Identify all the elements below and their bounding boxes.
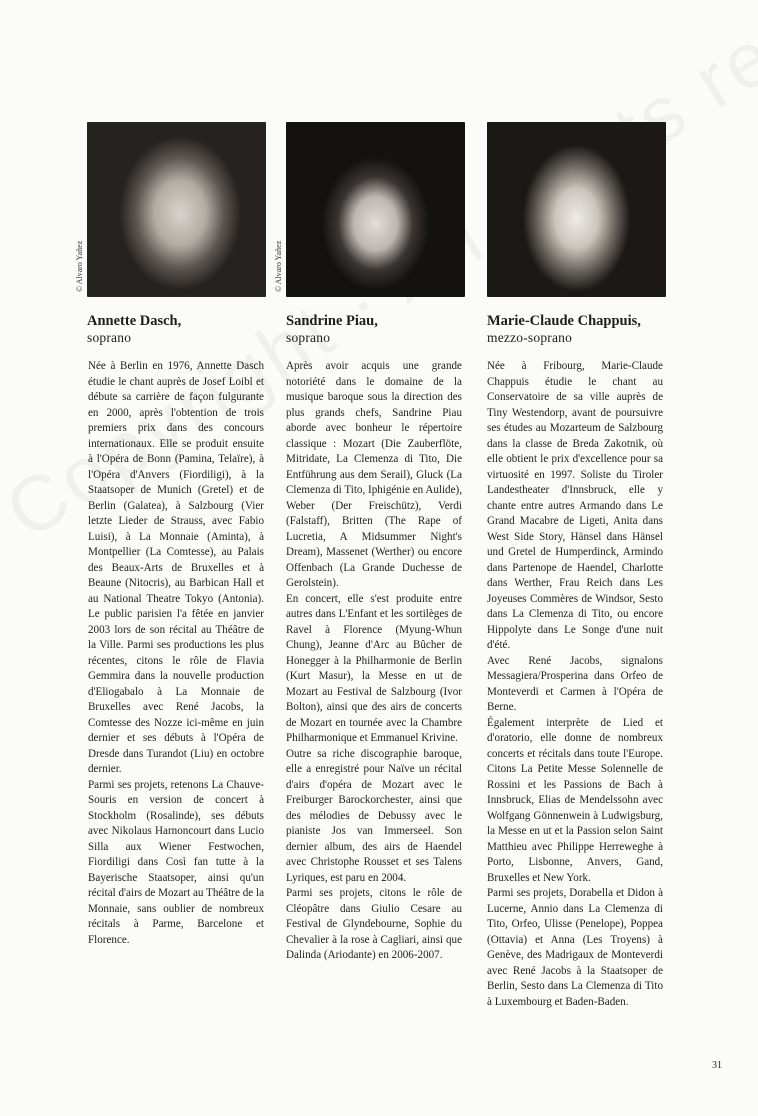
- bio-paragraph: Également interprète de Lied et d'oratorio, elle donne de nombreux concerts et récitals dans toute l'Europe. Citons La Petite Messe Solennelle de Rossini et les Passions de Bach à Innsbruck, Elias de Mendelssohn avec Wolfgang Gönnenwein à Ludwigsburg, la Messe en ut et la Passion selon Saint Matthieu avec Philippe Herreweghe à Porto, Lisbonne, Anvers, Gand, Bruxelles et New York.: [487, 716, 663, 884]
- biography: [88, 359, 264, 948]
- photo-sandrine-piau: [286, 122, 465, 297]
- bio-paragraph: Après avoir acquis une grande notoriété dans le domaine de la musique baroque sous la direction des plus grands chefs, Sandrine Piau aborde avec bonheur le répertoire classique : Mozart (Die Zauberflöte, Mitridate, La Clemenza di Tito, Die Entführung aus dem Serail), Gluck (La Clemenza di Tito, Iphigénie en Aulide), Weber (Der Freischütz), Verdi (Falstaff), Britten (The Rape of Lucretia, A Midsummer Night's Dream), Massenet (Werther) ou encore Offenbach (La Grande Duchesse de Gerolstein).: [286, 360, 462, 589]
- bio-paragraph: En concert, elle s'est produite entre autres dans L'Enfant et les sortilèges de Ravel à Florence (Myung-Whun Chung), Jeanne d'Arc au Bûcher de Honegger à la Philharmonie de Berlin (Kurt Masur), la Messe en ut de Mozart au Festival de Salzbourg (Ivor Bolton), ainsi que des airs de concerts de Mozart en tournée avec la Chambre Philharmonique et Emmanuel Krivine.: [286, 592, 462, 744]
- bio-paragraph: Née à Fribourg, Marie-Claude Chappuis étudie le chant au Conservatoire de sa ville auprès de Tiny Westendorp, avant de poursuivre ses études au Mozarteum de Salzbourg dans la classe de Breda Zakotnik, où elle obtient le prix d'excellence pour sa virtuosité en 1997. Soliste du Tiroler Landestheater d'Innsbruck, elle y chante entre autres Armando dans Le Grand Macabre de Ligeti, Anita dans West Side Story, Hänsel dans Hänsel und Gretel de Humperdinck, Armindo dans Partenope de Haendel, Charlotte dans Werther, Frau Reich dans Les Joyeuses Commères de Windsor, Sesto dans La Clemenza di Tito, ou encore Hippolyte dans Le Songe d'une nuit d'été.: [487, 360, 663, 651]
- voice-type: mezzo-soprano: [487, 330, 573, 345]
- bio-paragraph: Parmi ses projets, Dorabella et Didon à Lucerne, Annio dans La Clemenza di Tito, Orfeo, Ulisse (Penelope), Poppea (Ottavia) et Anna (Les Troyens) à Genève, des Madrigaux de Monteverdi avec René Jacobs à la Staatsoper de Berlin, Sesto dans La Clemenza di Tito à Luxembourg et Baden-Baden.: [487, 887, 663, 1008]
- voice-type: soprano: [286, 330, 331, 345]
- biography: [286, 359, 462, 964]
- bio-paragraph: Outre sa riche discographie baroque, elle a enregistré pour Naïve un récital d'airs d'opéra de Mozart avec le Freiburger Barockorchester, ainsi que des mélodies de Debussy avec le pianiste Jos van Immerseel. Son dernier album, des airs de Haendel avec Christophe Rousset et ses Talens Lyriques, est paru en 2004.: [286, 747, 462, 884]
- bio-paragraph: Parmi ses projets, citons le rôle de Cléopâtre dans Giulio Cesare au Festival de Glyndebourne, Sophie du Chevalier à la rose à Cagliari, ainsi que Dalinda (Ariodante) en 2006-2007.: [286, 887, 462, 961]
- photo-credit: © Alvaro Yañez: [75, 240, 84, 292]
- photo-credit: © Alvaro Yañez: [274, 240, 283, 292]
- singer-name: Marie-Claude Chappuis,: [487, 313, 641, 329]
- bio-paragraph: Parmi ses projets, retenons La Chauve-Souris en version de concert à Stockholm (Rosalinde), ses débuts avec Nikolaus Harnoncourt dans Lucio Silla aux Wiener Festwochen, Fiordiligi dans Così fan tutte à la Bayerische Staatsoper, ainsi qu'un récital d'airs de Mozart au Théâtre de la Monnaie, sans oublier de nombreux récitals à Parme, Barcelone et Florence.: [88, 778, 264, 946]
- bio-paragraph: Avec René Jacobs, signalons Messagiera/Prosperina dans Orfeo de Monteverdi et Carmen à l'Opéra de Berne.: [487, 654, 663, 713]
- bio-paragraph: Née à Berlin en 1976, Annette Dasch étudie le chant auprès de Josef Loibl et débute sa carrière de façon fulgurante en 2000, après l'obtention de trois premiers prix dans des concours internationaux. Elle se produit ensuite à l'Opéra de Bonn (Pamina, Telaïre), à l'Opéra d'Anvers (Fiordiligi), à la Staatsoper de Munich (Gretel) et de Berlin (Galatea), à Salzbourg (Vier letzte Lieder de Strauss, avec Fabio Luisi), à La Monnaie (Aminta), à Montpellier (La Comtesse), au Palais des Beaux-Arts de Bruxelles et à Beaune (Nitocris), au Barbican Hall et au National Theatre Tokyo (Antonia). Le public parisien l'a fêtée en janvier 2003 lors de son récital au Théâtre de la Ville. Parmi ses productions les plus récentes, citons le rôle de Flavia Gemmira dans la nouvelle production d'Eliogabalo à La Monnaie de Bruxelles avec René Jacobs, la Comtesse des Nozze ici-même en juin dernier et ses débuts à l'Opéra de Dresde dans Turandot (Liu) en octobre dernier.: [88, 360, 264, 775]
- page-number: 31: [712, 1060, 722, 1071]
- biography: [487, 359, 663, 1010]
- photo-annette-dasch: [87, 122, 266, 297]
- singer-name: Annette Dasch,: [87, 313, 182, 329]
- voice-type: soprano: [87, 330, 132, 345]
- photo-marie-claude-chappuis: [487, 122, 666, 297]
- singer-name: Sandrine Piau,: [286, 313, 378, 329]
